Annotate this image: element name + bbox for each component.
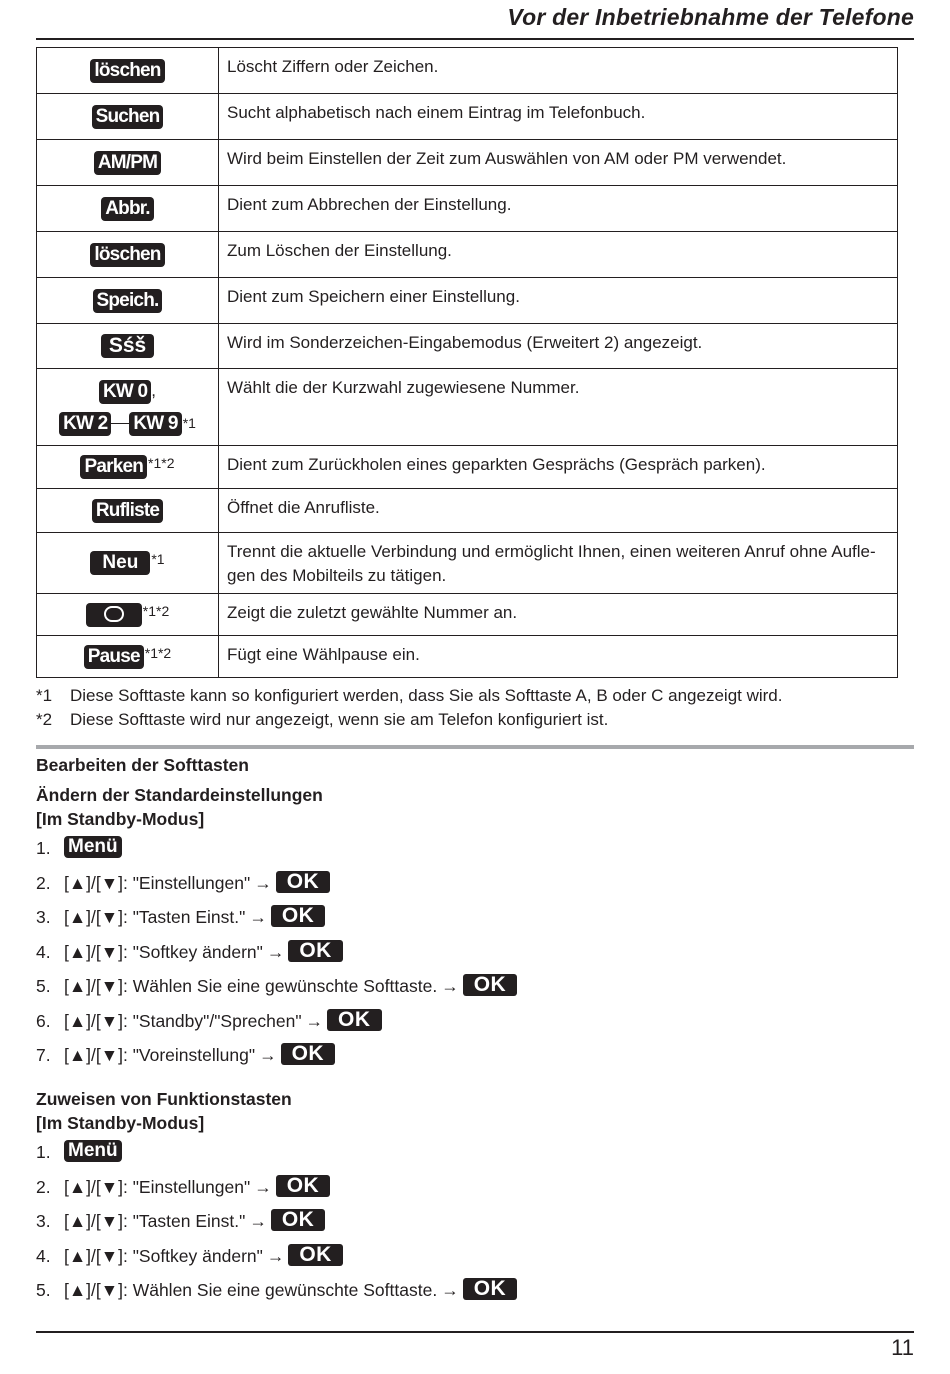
arrow-right-icon: → xyxy=(305,1010,324,1031)
arrow-right-icon: → xyxy=(249,907,267,927)
section-assign-function xyxy=(36,1087,517,1313)
mode-label: [Im Standby-Modus] xyxy=(36,1113,205,1133)
section-change-defaults xyxy=(36,753,517,1078)
softkey-description: Zeigt die zuletzt gewählte Nummer an. xyxy=(219,594,898,636)
arrow-right-icon: → xyxy=(441,1280,459,1300)
nav-prefix: [▲]/[▼]: xyxy=(64,872,128,893)
softkey-kw-2: KW 2 xyxy=(59,412,111,436)
softkey-speich: Speich. xyxy=(93,289,163,313)
step-item: 1. Menü xyxy=(36,836,517,871)
softkey-loeschen-setting: löschen xyxy=(90,243,164,267)
ok-button: OK xyxy=(276,1175,331,1197)
arrow-right-icon: → xyxy=(266,941,285,962)
nav-prefix: [▲]/[▼]: xyxy=(64,1280,128,1300)
step-item: 5. [▲]/[▼]: Wählen Sie eine gewünschte Softtaste. → OK xyxy=(36,1278,517,1313)
range-dash xyxy=(111,423,129,424)
arrow-right-icon: → xyxy=(254,872,272,893)
softkey-pause: Pause xyxy=(84,645,144,669)
softkey-redial xyxy=(86,603,142,627)
subsection-heading: Zuweisen von Funktionstasten xyxy=(36,1089,292,1109)
table-row: Pause $^{*1*2}$ Fügt eine Wählpause ein. xyxy=(37,636,898,678)
arrow-right-icon: → xyxy=(266,1245,285,1266)
section-title: Bearbeiten der Softtasten xyxy=(36,755,249,775)
ok-button: OK xyxy=(271,905,326,927)
page-number: 11 xyxy=(891,1335,914,1360)
nav-prefix: [▲]/[▼]: xyxy=(64,907,128,927)
softkey-kw-0: KW 0 xyxy=(99,380,151,404)
ok-button: OK xyxy=(327,1009,382,1031)
step-item: 3. [▲]/[▼]: "Tasten Einst." → OK xyxy=(36,1209,517,1244)
step-item: 5. [▲]/[▼]: Wählen Sie eine gewünschte Softtaste. → OK xyxy=(36,974,517,1009)
softkey-description: Öffnet die Anrufliste. xyxy=(219,489,898,533)
softkey-description: Dient zum Speichern einer Einstellung. xyxy=(219,278,898,324)
ok-button: OK xyxy=(276,871,331,893)
step-item: 3. [▲]/[▼]: "Tasten Einst." → OK xyxy=(36,905,517,940)
softkey-description: Trennt die aktuelle Verbindung und ermöglicht Ihnen, einen weiteren Anruf ohne Aufle-gen des Mobilteils zu tätigen. xyxy=(219,533,898,594)
table-row xyxy=(37,489,898,533)
nav-prefix: [▲]/[▼]: xyxy=(64,1176,128,1197)
softkey-kw-9: KW 9 xyxy=(129,412,181,436)
step-item: 1. Menü xyxy=(36,1140,517,1175)
footnote: *2 Diese Softtaste wird nur angezeigt, wenn sie am Telefon konfiguriert ist. xyxy=(36,710,609,729)
ok-button: OK xyxy=(288,940,343,962)
redial-icon xyxy=(104,606,124,622)
ok-button: OK xyxy=(288,1244,343,1266)
arrow-right-icon: → xyxy=(259,1045,277,1065)
softkey-description: Löscht Ziffern oder Zeichen. xyxy=(219,48,898,94)
menu-button: Menü xyxy=(64,836,122,858)
nav-prefix: [▲]/[▼]: xyxy=(64,1245,128,1266)
table-row xyxy=(37,140,898,186)
nav-prefix: [▲]/[▼]: xyxy=(64,1211,128,1231)
softkey-abbr: Abbr. xyxy=(101,197,154,221)
footnotes xyxy=(36,684,783,732)
page-header xyxy=(36,0,914,40)
arrow-right-icon: → xyxy=(249,1211,267,1231)
ok-button: OK xyxy=(271,1209,326,1231)
footer-rule xyxy=(36,1331,914,1333)
footnote: *1 Diese Softtaste kann so konfiguriert werden, dass Sie als Softtaste A, B oder C angezeigt wird. xyxy=(36,686,783,705)
softkey-parken: Parken xyxy=(80,455,147,479)
ok-button: OK xyxy=(463,974,518,996)
softkey-special-chars: Sśš xyxy=(101,334,154,358)
table-row xyxy=(37,186,898,232)
section-divider xyxy=(36,745,914,749)
nav-prefix: [▲]/[▼]: xyxy=(64,1045,128,1065)
arrow-right-icon: → xyxy=(254,1176,272,1197)
softkey-neu: Neu xyxy=(90,551,150,575)
softkey-rufliste: Rufliste xyxy=(92,499,163,523)
ok-button: OK xyxy=(463,1278,518,1300)
subsection-heading: Ändern der Standardeinstellungen xyxy=(36,785,323,805)
step-item: 2. [▲]/[▼]: "Einstellungen" → OK xyxy=(36,871,517,906)
ok-button: OK xyxy=(281,1043,336,1065)
softkey-loeschen: löschen xyxy=(90,59,164,83)
table-row: Neu $^{*1}$ Trennt die aktuelle Verbindung und ermöglicht Ihnen, einen weiteren Anruf ohne Aufle-gen des Mobilteils zu tätigen. xyxy=(37,533,898,594)
step-item: 6. [▲]/[▼]: "Standby"/"Sprechen" → OK xyxy=(36,1009,517,1044)
step-item: 2. [▲]/[▼]: "Einstellungen" → OK xyxy=(36,1175,517,1210)
table-row: KW 0 , KW 2 KW 9 $^{*1}$ Wählt die der Kurzwahl zugewiesene Nummer. xyxy=(37,369,898,446)
table-row xyxy=(37,324,898,369)
softkey-description: Dient zum Zurückholen eines geparkten Gesprächs (Gespräch parken). xyxy=(219,446,898,489)
softkey-description: Fügt eine Wählpause ein. xyxy=(219,636,898,678)
softkey-description: Wählt die der Kurzwahl zugewiesene Nummer. xyxy=(219,369,898,446)
mode-label: [Im Standby-Modus] xyxy=(36,809,205,829)
softkey-description: Sucht alphabetisch nach einem Eintrag im Telefonbuch. xyxy=(219,94,898,140)
menu-button: Menü xyxy=(64,1140,122,1162)
step-item: 4. [▲]/[▼]: "Softkey ändern" → OK xyxy=(36,1244,517,1279)
table-row xyxy=(37,94,898,140)
page-title: Vor der Inbetriebnahme der Telefone xyxy=(507,4,914,30)
table-row: Parken $^{*1*2}$ Dient zum Zurückholen eines geparkten Gesprächs (Gespräch parken). xyxy=(37,446,898,489)
nav-prefix: [▲]/[▼]: xyxy=(64,941,128,962)
step-item: 7. [▲]/[▼]: "Voreinstellung" → OK xyxy=(36,1043,517,1078)
softkey-am-pm: AM/PM xyxy=(94,151,161,175)
table-row xyxy=(37,48,898,94)
softkey-description: Wird beim Einstellen der Zeit zum Auswählen von AM oder PM verwendet. xyxy=(219,140,898,186)
table-row: $^{*1*2}$ Zeigt die zuletzt gewählte Nummer an. xyxy=(37,594,898,636)
softkey-description: Zum Löschen der Einstellung. xyxy=(219,232,898,278)
step-item: 4. [▲]/[▼]: "Softkey ändern" → OK xyxy=(36,940,517,975)
softkey-description: Dient zum Abbrechen der Einstellung. xyxy=(219,186,898,232)
softkey-description: Wird im Sonderzeichen-Eingabemodus (Erweitert 2) angezeigt. xyxy=(219,324,898,369)
softkey-suchen: Suchen xyxy=(92,105,164,129)
arrow-right-icon: → xyxy=(441,976,459,996)
nav-prefix: [▲]/[▼]: xyxy=(64,976,128,996)
softkey-table xyxy=(36,47,898,678)
nav-prefix: [▲]/[▼]: xyxy=(64,1010,128,1031)
table-row xyxy=(37,278,898,324)
table-row xyxy=(37,232,898,278)
